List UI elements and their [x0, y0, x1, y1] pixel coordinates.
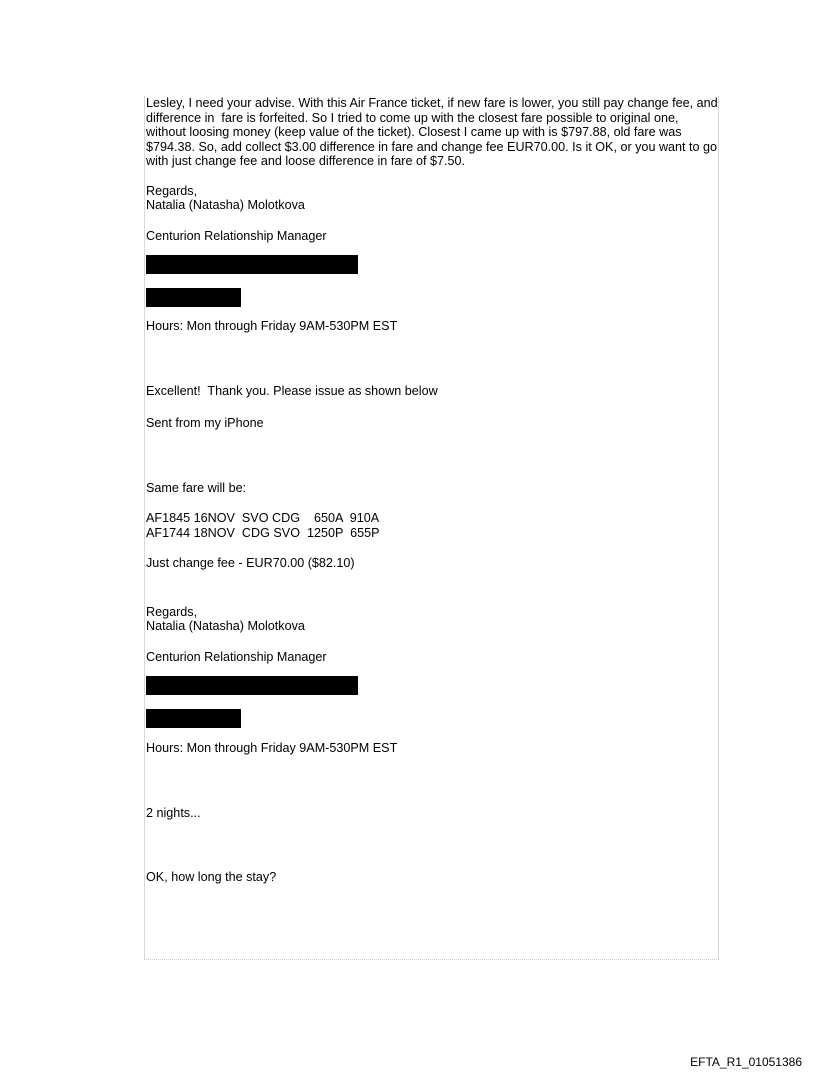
flight-line: AF1845 16NOV SVO CDG 650A 910A [146, 511, 380, 525]
signature-title: Centurion Relationship Manager [146, 649, 327, 664]
redaction-block [146, 255, 358, 274]
signature-name: Natalia (Natasha) Molotkova [146, 198, 305, 212]
signature-hours: Hours: Mon through Friday 9AM-530PM EST [146, 741, 398, 755]
signature-regards: Regards, [146, 183, 198, 198]
redaction-block [146, 676, 358, 695]
signature-title: Centurion Relationship Manager [146, 228, 327, 243]
flight-line: AF1744 18NOV CDG SVO 1250P 655P [146, 525, 380, 540]
signature-regards: Regards, [146, 604, 198, 619]
signature-name: Natalia (Natasha) Molotkova [146, 619, 305, 633]
document-id: EFTA_R1_01051386 [690, 1055, 802, 1069]
message-body: 2 nights... [146, 805, 201, 820]
message-body: Excellent! Thank you. Please issue as shown below [146, 383, 438, 398]
redaction-block [146, 288, 241, 307]
message-body: Same fare will be: [146, 480, 247, 495]
sent-from-line: Sent from my iPhone [146, 416, 264, 430]
message-body: Lesley, I need your advise. With this Air France ticket, if new fare is lower, you still pay change fee, and difference in fare is forfeited. So I tried to come up with the closest fare possible to original one, without loosing money (keep value of the ticket). Closest I came up with is $797.88, old fare was $794.38. So, add collect $3.00 difference in fare and change fee EUR70.00. Is it OK, or you want to go with just change fee and loose difference in fare of $7.50. [146, 96, 722, 168]
fee-line: Just change fee - EUR70.00 ($82.10) [146, 556, 355, 570]
signature-hours: Hours: Mon through Friday 9AM-530PM EST [146, 319, 398, 333]
redaction-block [146, 709, 241, 728]
email-thread [146, 96, 722, 885]
message-body: OK, how long the stay? [146, 870, 277, 884]
